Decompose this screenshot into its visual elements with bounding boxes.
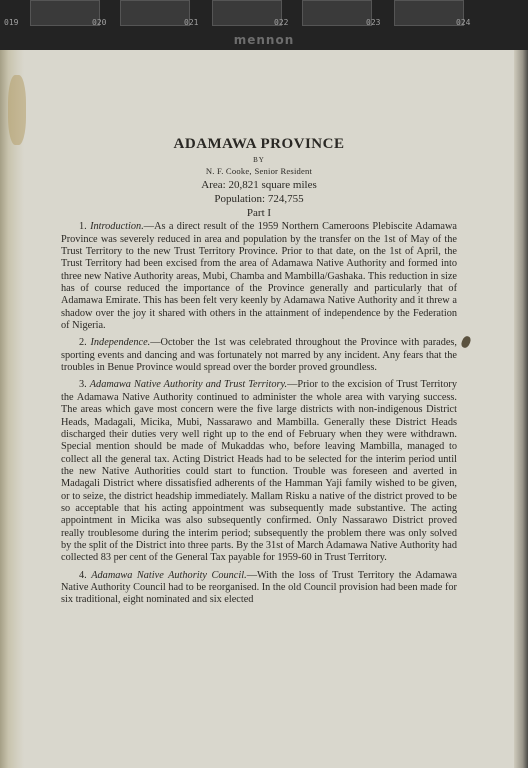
- frame-number: 020: [92, 18, 107, 27]
- page-spine: [0, 50, 24, 768]
- page-edge: [514, 50, 528, 768]
- byline-author: [61, 165, 457, 178]
- population-line: Population: 724,755: [214, 193, 304, 206]
- frame-number: 022: [274, 18, 289, 27]
- scanner-holder: [0, 0, 528, 50]
- area-line: Area: 20,821 square miles: [201, 179, 317, 192]
- paragraph-number: 3.: [79, 379, 87, 391]
- paragraph-body: —With the loss of Trust Territory the Adamawa Native Authority Council had to be reorganised. In the old Council provision had been made for six traditional, eight nominated and six elected: [61, 569, 458, 606]
- author-role: Senior Resident: [254, 166, 313, 177]
- film-slot: [212, 0, 282, 26]
- article-title: ADAMAWA PROVINCE: [173, 136, 345, 152]
- paragraph: [61, 379, 457, 564]
- author-name: N. F. Cooke,: [205, 166, 252, 177]
- page-stain: [8, 75, 26, 145]
- paragraph-heading: Independence.: [90, 337, 151, 349]
- part-heading: Part I: [246, 207, 272, 220]
- paragraph-body: —Prior to the excision of Trust Territory the Adamawa Native Authority continued to administer the whole area with varying success. The areas which gave most concern were the five large districts with non-indigenous District Heads, Madagali, Micika, Mubi, Nassarawo and Mambilla. Generally these District Heads discharged their duties very well right up to the end of February when they were withdrawn. Special mention should be made of Mukaddas who, before leaving Mambilla, managed to collect all the general tax. Acting District Heads had to be selected for the interim period until the new Native Authorities could start to function. Trouble was foreseen and averted in Madagali District where dissatisfied adherents of the Hamman Yaji family wished to be given, or to seize, the district headship immediately. Mallam Risku a native of the district proved to be so acceptable that his acting appointment was subsequently made substantive. The acting appointment in Micika was also subsequently confirmed. Only Nassarawo District proved really troublesome during the interim period; subsequently the problem there was only solved by the split of the District into three parts. By the 31st of March Adamawa Native Authority had collected 83 per cent of the General Tax payable for 1959-60 in Trust Territory.: [61, 379, 458, 564]
- film-slot: [120, 0, 190, 26]
- paragraph-body: —October the 1st was celebrated throughout the Province with parades, sporting events and dancing and was fortunately not marred by any incident. Any fears that the troubles in Benue Province would spread over the border proved groundless.: [61, 337, 457, 374]
- paragraph-heading: Introduction.: [90, 221, 144, 233]
- byline-by: BY: [253, 156, 265, 165]
- paragraph-number: 2.: [79, 337, 87, 349]
- paragraph-number: 4.: [79, 569, 87, 581]
- paragraph-number: 1.: [79, 221, 87, 233]
- article: [61, 138, 457, 612]
- scanner-brand-logo: mennon: [233, 33, 295, 47]
- paragraph: [61, 221, 457, 332]
- film-slot: [394, 0, 464, 26]
- film-slot: [30, 0, 100, 26]
- frame-number: 019: [4, 18, 19, 27]
- frame-number: 023: [366, 18, 381, 27]
- paragraph: [61, 570, 457, 607]
- paragraph-heading: Adamawa Native Authority Council.: [91, 569, 247, 581]
- paragraph-body: —As a direct result of the 1959 Northern Cameroons Plebiscite Adamawa Province was severely reduced in area and population by the transfer on the 1st of May of the Trust Territory to the new Trust Territory Province. Prior to that date, on the 1st of April, the Trust Territory had been excised from the area of Adamawa Native Authority and formed into three new Native Authority areas, Mubi, Chamba and Mambilla/Gashaka. This reduction in size has of course reduced the importance of the Province generally and particularly that of Adamawa Emirate. This has been felt very keenly by Adamawa Native Authority and it threw a shadow over the joy it shared with others in the attainment of independence by the Federation of Nigeria.: [61, 221, 457, 332]
- frame-number: 021: [184, 18, 199, 27]
- film-slot: [302, 0, 372, 26]
- paragraph-heading: Adamawa Native Authority and Trust Territory.: [89, 379, 288, 391]
- frame-number: 024: [456, 18, 471, 27]
- paragraph: [61, 337, 457, 374]
